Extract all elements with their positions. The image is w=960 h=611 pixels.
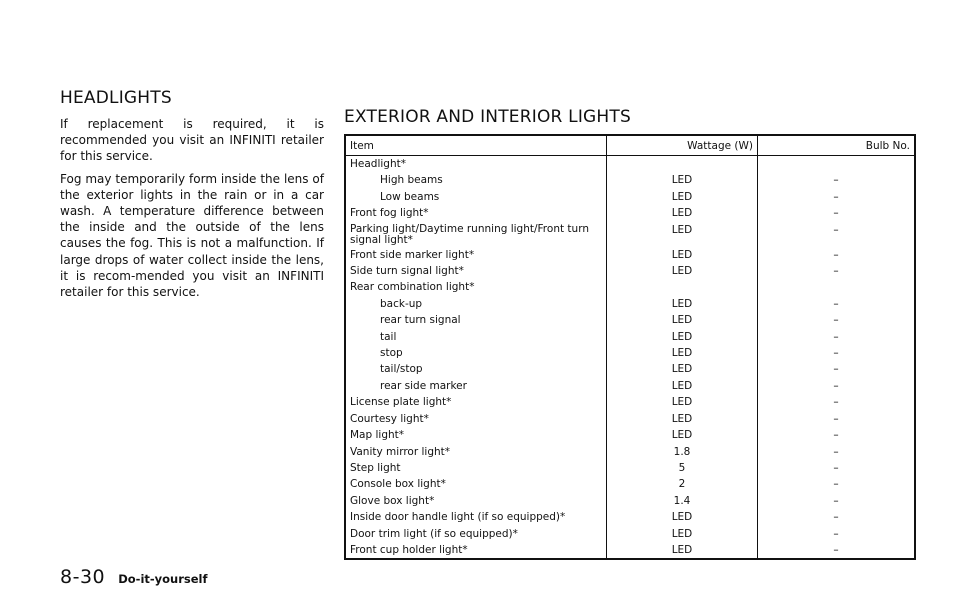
row-item: rear turn signal (380, 314, 461, 327)
table-row (345, 205, 915, 221)
row-bulb: – (758, 411, 916, 427)
table-row (345, 247, 915, 263)
row-item: Parking light/Daytime running light/Front turn signal light* (350, 222, 589, 247)
row-item: Rear combination light* (350, 281, 475, 294)
row-bulb: – (758, 189, 916, 205)
row-item: Console box light* (350, 478, 446, 491)
row-bulb: – (758, 476, 916, 492)
row-wattage: LED (607, 247, 758, 263)
row-item: rear side marker (380, 379, 467, 392)
row-item: Front cup holder light* (350, 543, 468, 556)
table-row (345, 493, 915, 509)
row-wattage: 1.4 (607, 493, 758, 509)
row-item: High beams (380, 174, 443, 187)
header-item: Item (345, 135, 607, 156)
row-wattage: LED (607, 312, 758, 328)
row-item: Step light (350, 461, 401, 474)
row-bulb: – (758, 509, 916, 525)
row-wattage: LED (607, 345, 758, 361)
row-wattage: LED (607, 172, 758, 188)
table-row (345, 329, 915, 345)
section-title: Do-it-yourself (118, 572, 208, 586)
table-row (345, 189, 915, 205)
row-bulb (758, 279, 916, 295)
headlights-paragraph-1: If replacement is required, it is recommended you visit an INFINITI retailer for this service. (60, 117, 324, 164)
table-row (345, 542, 915, 559)
table-row (345, 172, 915, 188)
row-item: Side turn signal light* (350, 265, 464, 278)
row-bulb: – (758, 493, 916, 509)
row-bulb: – (758, 263, 916, 279)
row-bulb: – (758, 378, 916, 394)
table-row (345, 411, 915, 427)
row-wattage: LED (607, 189, 758, 205)
table-row (345, 476, 915, 492)
row-item: License plate light* (350, 396, 452, 409)
row-bulb: – (758, 312, 916, 328)
row-item: Front side marker light* (350, 248, 475, 261)
row-bulb: – (758, 205, 916, 221)
row-wattage: LED (607, 542, 758, 559)
header-bulb: Bulb No. (758, 135, 916, 156)
lights-section (344, 107, 910, 560)
table-row (345, 427, 915, 443)
row-wattage (607, 279, 758, 295)
row-wattage: LED (607, 329, 758, 345)
row-bulb: – (758, 222, 916, 247)
headlights-section (60, 88, 324, 306)
row-item: Vanity mirror light* (350, 445, 451, 458)
row-item: Low beams (380, 190, 440, 203)
row-item: Courtesy light* (350, 412, 429, 425)
table-row (345, 263, 915, 279)
table-row (345, 394, 915, 410)
row-wattage: LED (607, 296, 758, 312)
header-wattage: Wattage (W) (607, 135, 758, 156)
row-bulb: – (758, 329, 916, 345)
table-row (345, 378, 915, 394)
row-bulb (758, 156, 916, 173)
table-row (345, 509, 915, 525)
row-item: Inside door handle light (if so equipped)* (350, 511, 566, 524)
row-wattage: LED (607, 526, 758, 542)
table-row (345, 296, 915, 312)
headlights-heading: HEADLIGHTS (60, 88, 172, 108)
page-number: 8-30 (60, 566, 106, 588)
row-wattage: LED (607, 263, 758, 279)
row-bulb: – (758, 172, 916, 188)
row-bulb: – (758, 444, 916, 460)
row-item: back-up (380, 297, 423, 310)
row-bulb: – (758, 526, 916, 542)
row-wattage: LED (607, 427, 758, 443)
row-wattage: LED (607, 411, 758, 427)
row-bulb: – (758, 296, 916, 312)
row-wattage: LED (607, 394, 758, 410)
table-row (345, 444, 915, 460)
lights-table (344, 134, 916, 560)
row-item: Map light* (350, 429, 405, 442)
row-wattage: 1.8 (607, 444, 758, 460)
table-body (345, 156, 915, 560)
row-wattage: LED (607, 205, 758, 221)
row-item: tail/stop (380, 363, 423, 376)
table-row (345, 222, 915, 247)
table-row (345, 312, 915, 328)
row-item: Headlight* (350, 158, 406, 170)
row-wattage: LED (607, 361, 758, 377)
row-wattage: LED (607, 222, 758, 247)
lights-heading: EXTERIOR AND INTERIOR LIGHTS (344, 107, 631, 127)
table-row (345, 345, 915, 361)
row-wattage (607, 156, 758, 173)
row-bulb: – (758, 345, 916, 361)
row-bulb: – (758, 247, 916, 263)
row-wattage: LED (607, 378, 758, 394)
row-wattage: 5 (607, 460, 758, 476)
table-row (345, 279, 915, 295)
row-item: tail (380, 330, 397, 343)
row-item: Front fog light* (350, 207, 429, 220)
row-bulb: – (758, 460, 916, 476)
row-bulb: – (758, 542, 916, 559)
table-row (345, 156, 915, 173)
row-bulb: – (758, 427, 916, 443)
table-row (345, 361, 915, 377)
table-header-row (345, 135, 915, 156)
row-item: Glove box light* (350, 494, 435, 507)
table-row (345, 460, 915, 476)
row-item: stop (380, 347, 403, 360)
row-wattage: LED (607, 509, 758, 525)
row-bulb: – (758, 394, 916, 410)
headlights-paragraph-2: Fog may temporarily form inside the lens of the exterior lights in the rain or in a car wash. A temperature difference between the inside and the outside of the lens causes the fog. This is not a malfunction. If large drops of water collect inside the lens, it is recom-mended you visit an INFINITI retailer for this service. (60, 171, 324, 300)
row-wattage: 2 (607, 476, 758, 492)
row-item: Door trim light (if so equipped)* (350, 527, 518, 540)
table-row (345, 526, 915, 542)
row-bulb: – (758, 361, 916, 377)
page-footer (60, 566, 208, 588)
